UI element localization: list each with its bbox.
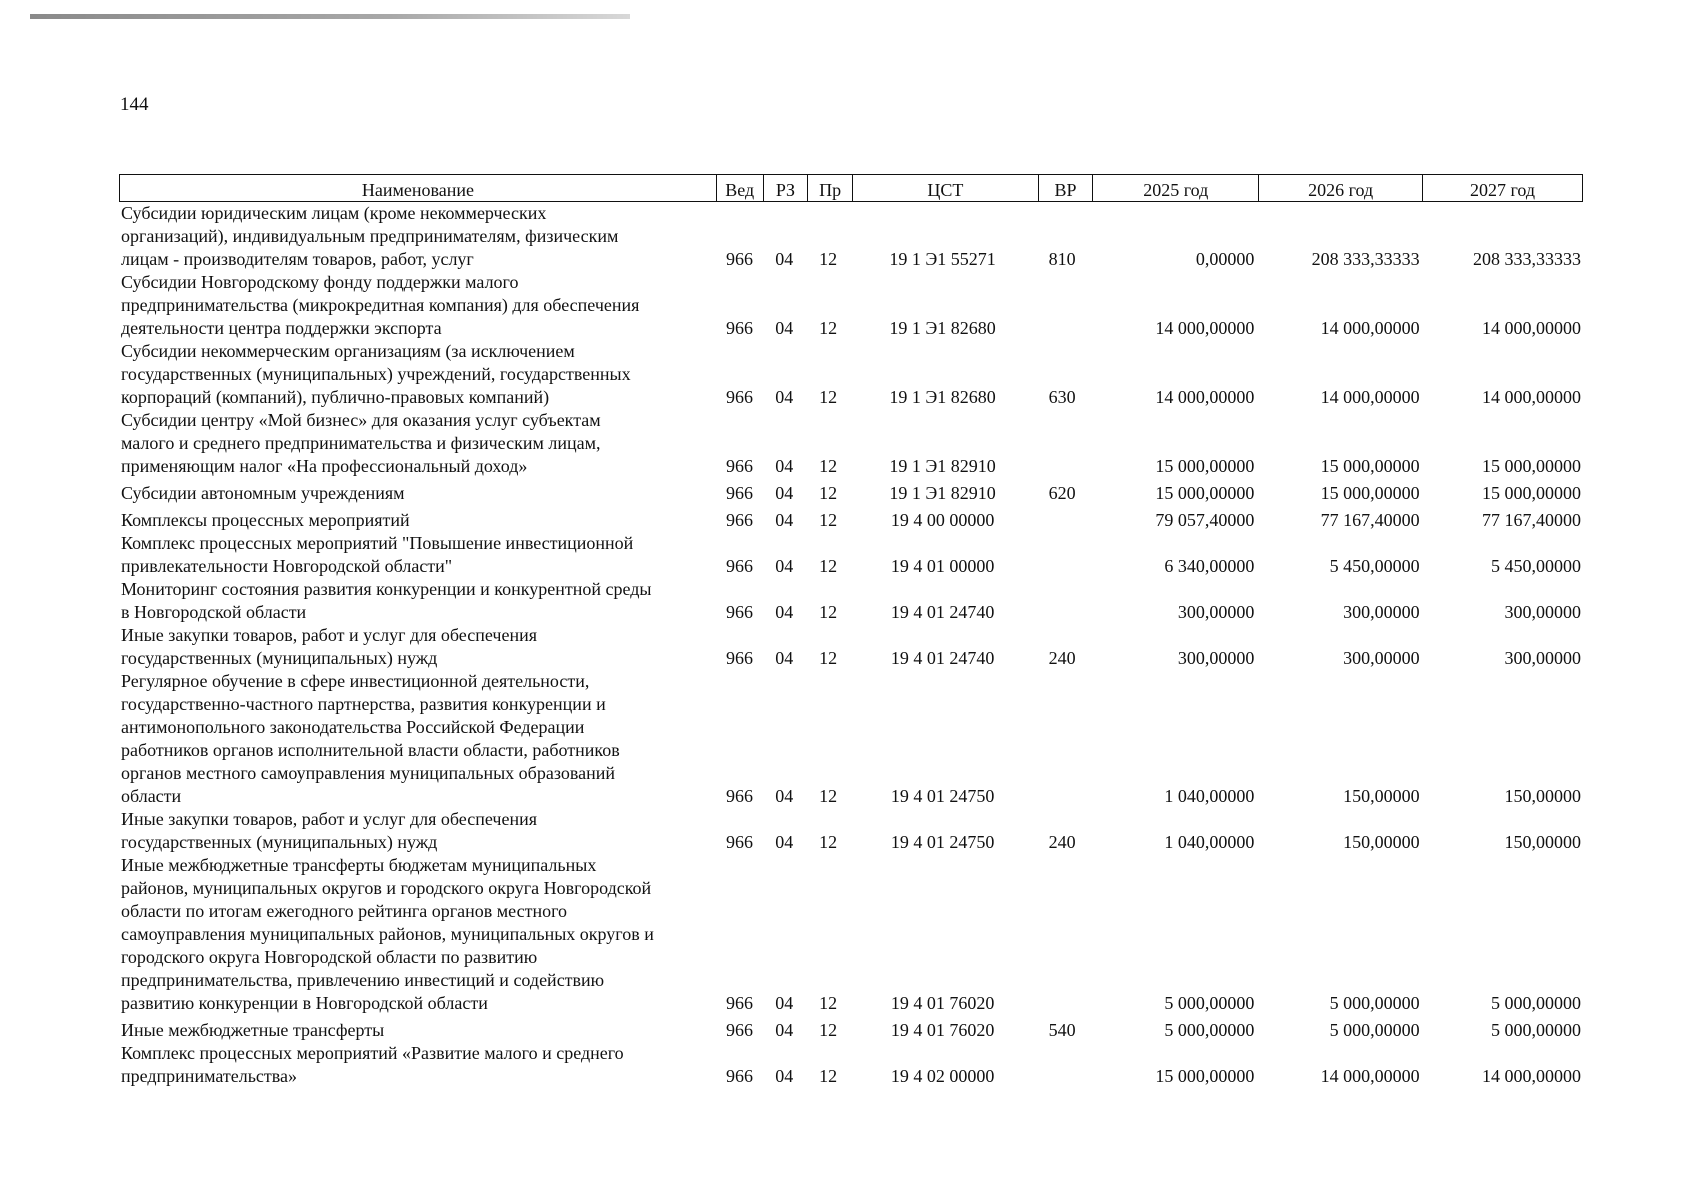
cell-name: Регулярное обучение в сфере инвестиционной деятельности, государственно-частного партнерства, развития конкуренции и антимонопольного законодательства Российской Федерации работников органов исполнительной власти области, работников органов местного самоуправления муниципальных образований области [121,671,620,806]
cell-2025: 1 040,00000 [1164,832,1255,852]
table-row [119,1019,1583,1042]
cell-name: Комплекс процессных мероприятий «Развитие малого и среднего предпринимательства» [121,1043,624,1086]
cell-2026: 14 000,00000 [1320,387,1420,407]
header-vr: ВР [1039,175,1094,201]
cell-rz: 04 [775,1066,794,1086]
cell-pr: 12 [819,786,838,806]
header-rz: РЗ [764,175,809,201]
cell-2027: 14 000,00000 [1481,1066,1581,1086]
scan-edge-artifact [30,14,630,19]
cell-rz: 04 [775,483,794,503]
cell-ved: 966 [725,387,753,407]
cell-cst: 19 4 01 24750 [890,786,995,806]
cell-pr: 12 [819,249,838,269]
cell-vr: 240 [1048,648,1076,668]
cell-2027: 14 000,00000 [1481,387,1581,407]
cell-2027: 5 000,00000 [1490,993,1581,1013]
cell-name: Комплексы процессных мероприятий [121,510,410,530]
cell-name: Иные закупки товаров, работ и услуг для обеспечения государственных (муниципальных) нужд [121,625,537,668]
cell-2026: 15 000,00000 [1320,483,1420,503]
table-row [119,578,1583,624]
table-row [119,340,1583,409]
cell-cst: 19 4 01 00000 [890,556,995,576]
cell-2025: 300,00000 [1177,602,1255,622]
cell-2027: 15 000,00000 [1481,483,1581,503]
cell-2025: 300,00000 [1177,648,1255,668]
cell-pr: 12 [819,556,838,576]
table-row [119,202,1583,271]
table-row [119,482,1583,505]
cell-pr: 12 [819,387,838,407]
cell-cst: 19 4 01 24750 [890,832,995,852]
header-2026: 2026 год [1259,175,1423,201]
table-row [119,670,1583,808]
cell-ved: 966 [725,1020,753,1040]
cell-2027: 5 450,00000 [1490,556,1581,576]
cell-2027: 150,00000 [1504,786,1581,806]
cell-cst: 19 4 02 00000 [890,1066,995,1086]
cell-cst: 19 4 01 24740 [890,602,995,622]
cell-2026: 5 450,00000 [1329,556,1420,576]
cell-2025: 1 040,00000 [1164,786,1255,806]
page-number: 144 [120,94,149,115]
cell-2026: 14 000,00000 [1320,318,1420,338]
cell-2025: 14 000,00000 [1155,318,1255,338]
header-name: Наименование [120,175,717,201]
cell-vr: 540 [1048,1020,1076,1040]
cell-ved: 966 [725,832,753,852]
table-body [119,202,1583,1088]
cell-pr: 12 [819,648,838,668]
header-pr: Пр [808,175,853,201]
cell-rz: 04 [775,993,794,1013]
header-2027: 2027 год [1470,180,1536,200]
cell-2025: 5 000,00000 [1164,993,1255,1013]
header-ved: Вед [717,175,764,201]
table-header [119,174,1583,202]
table-row [119,624,1583,670]
cell-cst: 19 1 Э1 82910 [889,456,996,476]
cell-2027: 150,00000 [1504,832,1581,852]
cell-vr: 620 [1048,483,1076,503]
cell-pr: 12 [819,510,838,530]
cell-name: Субсидии центру «Мой бизнес» для оказания услуг субъектам малого и среднего предпринимательства и физическим лицам, применяющим налог «На профессиональный доход» [121,410,601,476]
cell-ved: 966 [725,483,753,503]
cell-2025: 79 057,40000 [1155,510,1255,530]
cell-name: Иные межбюджетные трансферты бюджетам муниципальных районов, муниципальных округов и городского округа Новгородской области по итогам ежегодного рейтинга органов местного самоуправления муниципальных районов, муниципальных округов и городского округа Новгородской области по развитию предпринимательства, привлечению инвестиций и содействию развитию конкуренции в Новгородской области [121,855,654,1013]
cell-pr: 12 [819,483,838,503]
cell-ved: 966 [725,648,753,668]
cell-name: Мониторинг состояния развития конкуренции и конкурентной среды в Новгородской области [121,579,652,622]
cell-rz: 04 [775,318,794,338]
table-row [119,271,1583,340]
table-row [119,854,1583,1015]
cell-rz: 04 [775,510,794,530]
cell-2025: 14 000,00000 [1155,387,1255,407]
header-cst: ЦСТ [853,175,1039,201]
cell-cst: 19 4 00 00000 [890,510,995,530]
cell-name: Комплекс процессных мероприятий "Повышение инвестиционной привлекательности Новгородской области" [121,533,634,576]
cell-rz: 04 [775,1020,794,1040]
cell-rz: 04 [775,602,794,622]
cell-2026: 208 333,33333 [1311,249,1420,269]
cell-cst: 19 4 01 76020 [890,1020,995,1040]
cell-ved: 966 [725,556,753,576]
cell-rz: 04 [775,832,794,852]
cell-2026: 300,00000 [1343,602,1420,622]
cell-2025: 0,00000 [1195,249,1255,269]
table-row [119,808,1583,854]
cell-cst: 19 1 Э1 82680 [889,318,996,338]
cell-2027: 5 000,00000 [1490,1020,1581,1040]
cell-2027: 15 000,00000 [1481,456,1581,476]
cell-cst: 19 1 Э1 55271 [889,249,996,269]
cell-pr: 12 [819,1066,838,1086]
cell-rz: 04 [775,648,794,668]
cell-pr: 12 [819,832,838,852]
cell-2025: 5 000,00000 [1164,1020,1255,1040]
cell-rz: 04 [775,456,794,476]
budget-table [119,174,1583,1088]
cell-2027: 208 333,33333 [1472,249,1581,269]
cell-vr: 630 [1048,387,1076,407]
cell-2026: 150,00000 [1343,832,1420,852]
cell-name: Иные межбюджетные трансферты [121,1020,385,1040]
cell-2026: 77 167,40000 [1320,510,1420,530]
cell-ved: 966 [725,249,753,269]
cell-2027: 300,00000 [1504,648,1581,668]
cell-pr: 12 [819,602,838,622]
cell-2025: 15 000,00000 [1155,1066,1255,1086]
table-row [119,409,1583,478]
cell-ved: 966 [725,318,753,338]
cell-rz: 04 [775,556,794,576]
cell-ved: 966 [725,786,753,806]
cell-name: Субсидии некоммерческим организациям (за исключением государственных (муниципальных) учреждений, государственных корпораций (компаний), публично-правовых компаний) [121,341,631,407]
cell-2025: 6 340,00000 [1164,556,1255,576]
cell-ved: 966 [725,1066,753,1086]
table-row [119,1042,1583,1088]
cell-vr: 810 [1048,249,1076,269]
table-row [119,509,1583,532]
cell-pr: 12 [819,993,838,1013]
cell-2026: 5 000,00000 [1329,1020,1420,1040]
cell-2027: 77 167,40000 [1481,510,1581,530]
cell-cst: 19 4 01 76020 [890,993,995,1013]
cell-2026: 150,00000 [1343,786,1420,806]
cell-2026: 300,00000 [1343,648,1420,668]
cell-ved: 966 [725,510,753,530]
cell-ved: 966 [725,602,753,622]
cell-2026: 14 000,00000 [1320,1066,1420,1086]
cell-name: Иные закупки товаров, работ и услуг для обеспечения государственных (муниципальных) нужд [121,809,537,852]
cell-pr: 12 [819,1020,838,1040]
cell-2025: 15 000,00000 [1155,483,1255,503]
cell-cst: 19 4 01 24740 [890,648,995,668]
cell-name: Субсидии Новгородскому фонду поддержки малого предпринимательства (микрокредитная компания) для обеспечения деятельности центра поддержки экспорта [121,272,640,338]
table-row [119,532,1583,578]
cell-2025: 15 000,00000 [1155,456,1255,476]
cell-name: Субсидии автономным учреждениям [121,483,405,503]
cell-ved: 966 [725,993,753,1013]
cell-ved: 966 [725,456,753,476]
header-2025: 2025 год [1093,175,1259,201]
cell-name: Субсидии юридическим лицам (кроме некоммерческих организаций), индивидуальным предпринимателям, физическим лицам - производителям товаров, работ, услуг [121,203,619,269]
cell-vr: 240 [1048,832,1076,852]
cell-2027: 14 000,00000 [1481,318,1581,338]
cell-cst: 19 1 Э1 82910 [889,483,996,503]
cell-2027: 300,00000 [1504,602,1581,622]
cell-2026: 5 000,00000 [1329,993,1420,1013]
cell-pr: 12 [819,456,838,476]
cell-rz: 04 [775,249,794,269]
cell-rz: 04 [775,786,794,806]
cell-2026: 15 000,00000 [1320,456,1420,476]
cell-cst: 19 1 Э1 82680 [889,387,996,407]
cell-rz: 04 [775,387,794,407]
cell-pr: 12 [819,318,838,338]
